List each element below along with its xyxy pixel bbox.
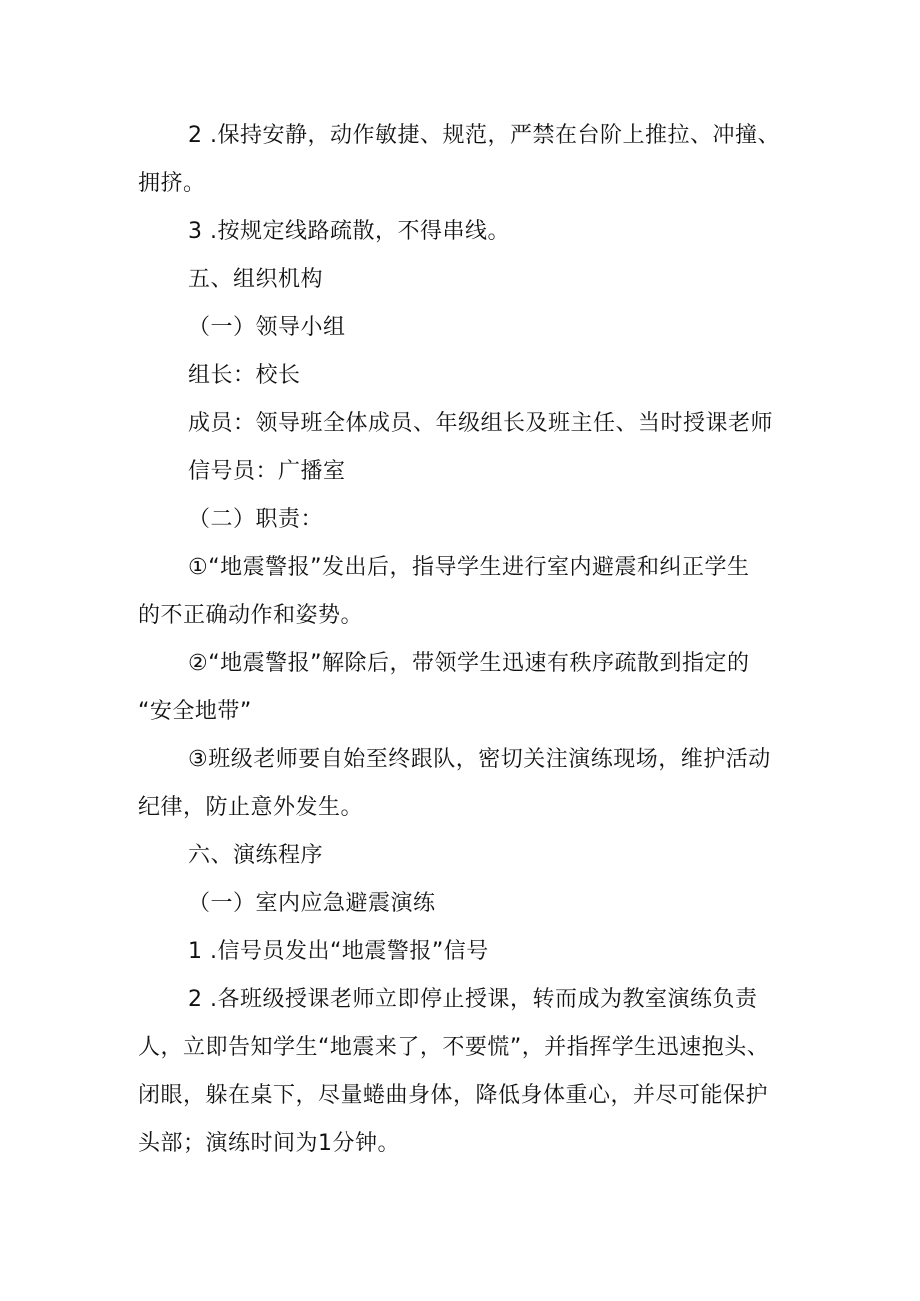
- text-line-2: 拥挤。: [138, 171, 206, 196]
- step-2-line-2: 人，立即告知学生“地震来了，不要慌”，并指挥学生迅速抱头、: [138, 1035, 770, 1060]
- duty-2-line-1: ②“地震警报”解除后，带领学生迅速有秩序疏散到指定的: [188, 651, 750, 676]
- subsection-heading-leadership: （一）领导小组: [188, 315, 346, 340]
- text-line-3: 3 .按规定线路疏散，不得串线。: [188, 219, 510, 244]
- duty-1-line-1: ①“地震警报”发出后，指导学生进行室内避震和纠正学生: [188, 555, 750, 580]
- step-2-line-1: 2 .各班级授课老师立即停止授课，转而成为教室演练负责: [188, 987, 758, 1012]
- duty-3-line-2: 纪律，防止意外发生。: [138, 795, 364, 820]
- step-2-line-3: 闭眼，躲在桌下，尽量蜷曲身体，降低身体重心，并尽可能保护: [138, 1083, 769, 1108]
- text-line-members: 成员：领导班全体成员、年级组长及班主任、当时授课老师: [188, 411, 774, 436]
- duty-3-line-1: ③班级老师要自始至终跟队，密切关注演练现场，维护活动: [188, 747, 771, 772]
- subsection-heading-duties: （二）职责：: [188, 507, 324, 532]
- text-line-leader: 组长：校长: [188, 363, 301, 388]
- section-heading-5: 五、组织机构: [188, 267, 324, 292]
- step-1-line: 1 .信号员发出“地震警报”信号: [188, 939, 489, 964]
- text-line-1: 2 .保持安静，动作敏捷、规范，严禁在台阶上推拉、冲撞、: [188, 123, 780, 148]
- step-2-line-4: 头部；演练时间为1分钟。: [138, 1131, 400, 1156]
- text-line-signaler: 信号员：广播室: [188, 459, 346, 484]
- duty-2-line-2: “安全地带”: [138, 699, 252, 724]
- section-heading-6: 六、演练程序: [188, 843, 324, 868]
- duty-1-line-2: 的不正确动作和姿势。: [138, 603, 364, 628]
- subsection-heading-drill: （一）室内应急避震演练: [188, 891, 436, 916]
